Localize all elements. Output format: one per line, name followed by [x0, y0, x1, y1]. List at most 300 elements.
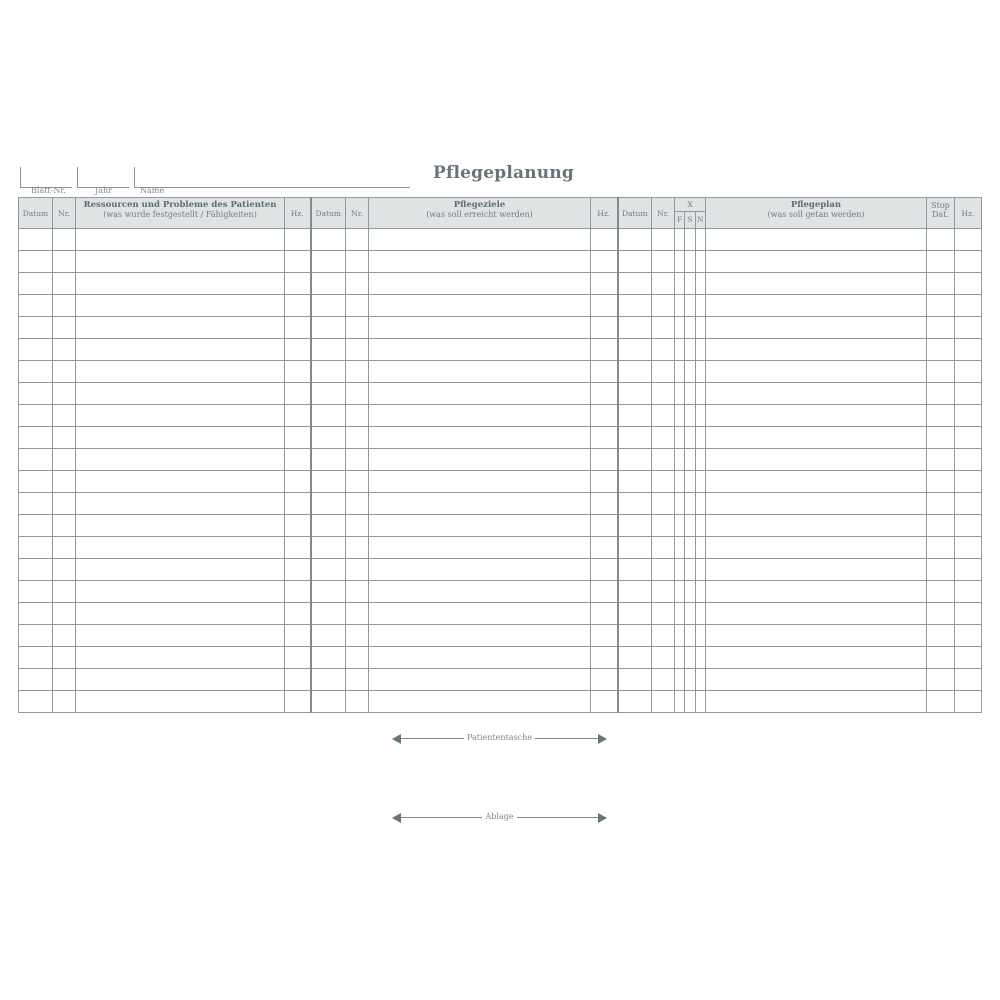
- cell-hz-1[interactable]: [285, 647, 311, 669]
- cell-pflegeziele[interactable]: [369, 471, 591, 493]
- cell-nr-1[interactable]: [53, 537, 76, 559]
- cell-nr-2[interactable]: [346, 295, 369, 317]
- cell-pflegeplan[interactable]: [706, 273, 927, 295]
- cell-hz-2[interactable]: [591, 603, 618, 625]
- cell-nr-1[interactable]: [53, 493, 76, 515]
- cell-hz-3[interactable]: [955, 449, 982, 471]
- cell-stop-dat[interactable]: [927, 559, 955, 581]
- jahr-field[interactable]: [77, 167, 129, 188]
- cell-datum-1[interactable]: [19, 449, 53, 471]
- cell-nr-2[interactable]: [346, 537, 369, 559]
- cell-datum-2[interactable]: [311, 449, 346, 471]
- cell-stop-dat[interactable]: [927, 493, 955, 515]
- cell-stop-dat[interactable]: [927, 361, 955, 383]
- cell-hz-2[interactable]: [591, 493, 618, 515]
- cell-hz-1[interactable]: [285, 339, 311, 361]
- cell-nr-2[interactable]: [346, 559, 369, 581]
- cell-pflegeplan[interactable]: [706, 691, 927, 713]
- cell-pflegeplan[interactable]: [706, 603, 927, 625]
- cell-ressourcen[interactable]: [76, 449, 285, 471]
- cell-datum-2[interactable]: [311, 405, 346, 427]
- cell-stop-dat[interactable]: [927, 581, 955, 603]
- cell-datum-1[interactable]: [19, 317, 53, 339]
- cell-ressourcen[interactable]: [76, 581, 285, 603]
- cell-hz-1[interactable]: [285, 493, 311, 515]
- cell-nr-1[interactable]: [53, 669, 76, 691]
- cell-hz-2[interactable]: [591, 559, 618, 581]
- cell-datum-1[interactable]: [19, 405, 53, 427]
- cell-fsn[interactable]: [675, 251, 706, 273]
- cell-hz-1[interactable]: [285, 229, 311, 251]
- cell-nr-2[interactable]: [346, 229, 369, 251]
- cell-hz-1[interactable]: [285, 273, 311, 295]
- cell-nr-2[interactable]: [346, 405, 369, 427]
- cell-fsn[interactable]: [675, 405, 706, 427]
- cell-nr-3[interactable]: [652, 229, 675, 251]
- cell-pflegeplan[interactable]: [706, 361, 927, 383]
- cell-nr-2[interactable]: [346, 515, 369, 537]
- cell-ressourcen[interactable]: [76, 339, 285, 361]
- cell-stop-dat[interactable]: [927, 647, 955, 669]
- cell-hz-2[interactable]: [591, 647, 618, 669]
- cell-hz-3[interactable]: [955, 383, 982, 405]
- cell-ressourcen[interactable]: [76, 493, 285, 515]
- cell-datum-1[interactable]: [19, 383, 53, 405]
- cell-datum-2[interactable]: [311, 647, 346, 669]
- cell-pflegeziele[interactable]: [369, 669, 591, 691]
- cell-datum-3[interactable]: [618, 669, 652, 691]
- cell-stop-dat[interactable]: [927, 317, 955, 339]
- cell-hz-2[interactable]: [591, 427, 618, 449]
- cell-nr-3[interactable]: [652, 339, 675, 361]
- cell-hz-3[interactable]: [955, 317, 982, 339]
- cell-nr-2[interactable]: [346, 339, 369, 361]
- cell-datum-1[interactable]: [19, 339, 53, 361]
- cell-hz-3[interactable]: [955, 559, 982, 581]
- cell-hz-1[interactable]: [285, 559, 311, 581]
- cell-datum-3[interactable]: [618, 493, 652, 515]
- cell-nr-1[interactable]: [53, 295, 76, 317]
- cell-nr-3[interactable]: [652, 295, 675, 317]
- cell-datum-1[interactable]: [19, 647, 53, 669]
- cell-datum-3[interactable]: [618, 317, 652, 339]
- cell-pflegeziele[interactable]: [369, 339, 591, 361]
- cell-fsn[interactable]: [675, 537, 706, 559]
- cell-nr-1[interactable]: [53, 515, 76, 537]
- cell-datum-2[interactable]: [311, 471, 346, 493]
- cell-nr-3[interactable]: [652, 273, 675, 295]
- cell-nr-2[interactable]: [346, 427, 369, 449]
- cell-hz-3[interactable]: [955, 603, 982, 625]
- cell-pflegeplan[interactable]: [706, 449, 927, 471]
- cell-stop-dat[interactable]: [927, 537, 955, 559]
- cell-hz-2[interactable]: [591, 625, 618, 647]
- cell-stop-dat[interactable]: [927, 383, 955, 405]
- cell-datum-3[interactable]: [618, 229, 652, 251]
- cell-fsn[interactable]: [675, 603, 706, 625]
- cell-ressourcen[interactable]: [76, 603, 285, 625]
- cell-datum-3[interactable]: [618, 471, 652, 493]
- cell-datum-3[interactable]: [618, 361, 652, 383]
- cell-fsn[interactable]: [675, 493, 706, 515]
- cell-datum-2[interactable]: [311, 581, 346, 603]
- cell-hz-3[interactable]: [955, 295, 982, 317]
- cell-ressourcen[interactable]: [76, 229, 285, 251]
- cell-hz-2[interactable]: [591, 273, 618, 295]
- cell-hz-3[interactable]: [955, 339, 982, 361]
- cell-datum-3[interactable]: [618, 273, 652, 295]
- cell-fsn[interactable]: [675, 625, 706, 647]
- cell-nr-1[interactable]: [53, 405, 76, 427]
- cell-pflegeplan[interactable]: [706, 295, 927, 317]
- cell-hz-2[interactable]: [591, 295, 618, 317]
- cell-datum-3[interactable]: [618, 647, 652, 669]
- cell-datum-1[interactable]: [19, 603, 53, 625]
- cell-datum-3[interactable]: [618, 339, 652, 361]
- cell-hz-1[interactable]: [285, 625, 311, 647]
- cell-nr-3[interactable]: [652, 647, 675, 669]
- cell-nr-3[interactable]: [652, 427, 675, 449]
- cell-fsn[interactable]: [675, 361, 706, 383]
- cell-hz-1[interactable]: [285, 669, 311, 691]
- cell-pflegeplan[interactable]: [706, 625, 927, 647]
- cell-datum-1[interactable]: [19, 537, 53, 559]
- cell-datum-2[interactable]: [311, 427, 346, 449]
- cell-datum-1[interactable]: [19, 229, 53, 251]
- cell-datum-2[interactable]: [311, 229, 346, 251]
- cell-ressourcen[interactable]: [76, 251, 285, 273]
- cell-stop-dat[interactable]: [927, 515, 955, 537]
- cell-datum-2[interactable]: [311, 295, 346, 317]
- cell-hz-1[interactable]: [285, 515, 311, 537]
- cell-nr-1[interactable]: [53, 251, 76, 273]
- cell-ressourcen[interactable]: [76, 669, 285, 691]
- cell-pflegeziele[interactable]: [369, 537, 591, 559]
- cell-datum-2[interactable]: [311, 383, 346, 405]
- cell-hz-2[interactable]: [591, 537, 618, 559]
- cell-pflegeplan[interactable]: [706, 559, 927, 581]
- cell-datum-3[interactable]: [618, 537, 652, 559]
- cell-hz-2[interactable]: [591, 361, 618, 383]
- cell-nr-1[interactable]: [53, 339, 76, 361]
- cell-hz-1[interactable]: [285, 383, 311, 405]
- cell-hz-3[interactable]: [955, 691, 982, 713]
- cell-ressourcen[interactable]: [76, 383, 285, 405]
- cell-pflegeziele[interactable]: [369, 427, 591, 449]
- cell-nr-2[interactable]: [346, 383, 369, 405]
- cell-datum-3[interactable]: [618, 449, 652, 471]
- cell-nr-1[interactable]: [53, 273, 76, 295]
- cell-stop-dat[interactable]: [927, 427, 955, 449]
- cell-nr-1[interactable]: [53, 229, 76, 251]
- cell-stop-dat[interactable]: [927, 449, 955, 471]
- cell-nr-3[interactable]: [652, 493, 675, 515]
- cell-hz-2[interactable]: [591, 251, 618, 273]
- cell-hz-3[interactable]: [955, 581, 982, 603]
- cell-datum-1[interactable]: [19, 361, 53, 383]
- cell-nr-3[interactable]: [652, 625, 675, 647]
- cell-nr-1[interactable]: [53, 625, 76, 647]
- cell-nr-3[interactable]: [652, 603, 675, 625]
- cell-fsn[interactable]: [675, 471, 706, 493]
- cell-nr-1[interactable]: [53, 691, 76, 713]
- cell-hz-3[interactable]: [955, 515, 982, 537]
- cell-nr-1[interactable]: [53, 383, 76, 405]
- cell-nr-1[interactable]: [53, 647, 76, 669]
- cell-pflegeplan[interactable]: [706, 537, 927, 559]
- cell-datum-1[interactable]: [19, 273, 53, 295]
- cell-hz-1[interactable]: [285, 251, 311, 273]
- cell-hz-3[interactable]: [955, 625, 982, 647]
- cell-hz-2[interactable]: [591, 581, 618, 603]
- cell-datum-2[interactable]: [311, 515, 346, 537]
- cell-pflegeplan[interactable]: [706, 317, 927, 339]
- cell-pflegeplan[interactable]: [706, 383, 927, 405]
- cell-hz-1[interactable]: [285, 427, 311, 449]
- cell-ressourcen[interactable]: [76, 691, 285, 713]
- cell-fsn[interactable]: [675, 647, 706, 669]
- cell-nr-3[interactable]: [652, 383, 675, 405]
- cell-ressourcen[interactable]: [76, 361, 285, 383]
- cell-hz-1[interactable]: [285, 537, 311, 559]
- cell-ressourcen[interactable]: [76, 427, 285, 449]
- cell-ressourcen[interactable]: [76, 559, 285, 581]
- cell-nr-2[interactable]: [346, 317, 369, 339]
- cell-nr-1[interactable]: [53, 559, 76, 581]
- cell-stop-dat[interactable]: [927, 669, 955, 691]
- cell-datum-3[interactable]: [618, 383, 652, 405]
- cell-nr-1[interactable]: [53, 449, 76, 471]
- cell-stop-dat[interactable]: [927, 339, 955, 361]
- cell-fsn[interactable]: [675, 229, 706, 251]
- cell-nr-3[interactable]: [652, 251, 675, 273]
- cell-fsn[interactable]: [675, 581, 706, 603]
- name-field[interactable]: [134, 167, 410, 188]
- cell-pflegeziele[interactable]: [369, 603, 591, 625]
- cell-fsn[interactable]: [675, 559, 706, 581]
- cell-nr-1[interactable]: [53, 361, 76, 383]
- cell-hz-1[interactable]: [285, 449, 311, 471]
- cell-pflegeplan[interactable]: [706, 251, 927, 273]
- cell-datum-1[interactable]: [19, 691, 53, 713]
- cell-hz-1[interactable]: [285, 405, 311, 427]
- cell-stop-dat[interactable]: [927, 405, 955, 427]
- cell-nr-2[interactable]: [346, 691, 369, 713]
- cell-datum-2[interactable]: [311, 669, 346, 691]
- cell-datum-1[interactable]: [19, 295, 53, 317]
- cell-fsn[interactable]: [675, 273, 706, 295]
- cell-datum-3[interactable]: [618, 405, 652, 427]
- cell-ressourcen[interactable]: [76, 537, 285, 559]
- cell-datum-3[interactable]: [618, 251, 652, 273]
- cell-datum-3[interactable]: [618, 295, 652, 317]
- cell-nr-3[interactable]: [652, 361, 675, 383]
- cell-hz-1[interactable]: [285, 295, 311, 317]
- cell-hz-1[interactable]: [285, 603, 311, 625]
- cell-fsn[interactable]: [675, 295, 706, 317]
- cell-hz-1[interactable]: [285, 361, 311, 383]
- cell-pflegeziele[interactable]: [369, 625, 591, 647]
- cell-nr-3[interactable]: [652, 317, 675, 339]
- cell-pflegeziele[interactable]: [369, 449, 591, 471]
- cell-fsn[interactable]: [675, 691, 706, 713]
- cell-hz-2[interactable]: [591, 383, 618, 405]
- cell-datum-2[interactable]: [311, 603, 346, 625]
- cell-stop-dat[interactable]: [927, 251, 955, 273]
- cell-pflegeplan[interactable]: [706, 669, 927, 691]
- cell-datum-2[interactable]: [311, 273, 346, 295]
- cell-pflegeplan[interactable]: [706, 427, 927, 449]
- cell-hz-3[interactable]: [955, 471, 982, 493]
- cell-stop-dat[interactable]: [927, 273, 955, 295]
- cell-datum-2[interactable]: [311, 537, 346, 559]
- cell-pflegeplan[interactable]: [706, 405, 927, 427]
- cell-pflegeplan[interactable]: [706, 339, 927, 361]
- cell-datum-3[interactable]: [618, 603, 652, 625]
- cell-hz-3[interactable]: [955, 251, 982, 273]
- cell-nr-1[interactable]: [53, 581, 76, 603]
- cell-nr-3[interactable]: [652, 559, 675, 581]
- cell-hz-3[interactable]: [955, 647, 982, 669]
- cell-nr-3[interactable]: [652, 405, 675, 427]
- cell-datum-3[interactable]: [618, 559, 652, 581]
- cell-pflegeplan[interactable]: [706, 515, 927, 537]
- cell-pflegeplan[interactable]: [706, 493, 927, 515]
- cell-datum-1[interactable]: [19, 493, 53, 515]
- cell-fsn[interactable]: [675, 383, 706, 405]
- cell-hz-3[interactable]: [955, 537, 982, 559]
- blatt-nr-field[interactable]: [20, 167, 72, 188]
- cell-nr-3[interactable]: [652, 537, 675, 559]
- cell-datum-2[interactable]: [311, 361, 346, 383]
- cell-hz-2[interactable]: [591, 449, 618, 471]
- cell-pflegeziele[interactable]: [369, 691, 591, 713]
- cell-pflegeziele[interactable]: [369, 581, 591, 603]
- cell-ressourcen[interactable]: [76, 471, 285, 493]
- cell-hz-2[interactable]: [591, 515, 618, 537]
- cell-nr-2[interactable]: [346, 625, 369, 647]
- cell-nr-1[interactable]: [53, 471, 76, 493]
- cell-pflegeziele[interactable]: [369, 559, 591, 581]
- cell-nr-3[interactable]: [652, 691, 675, 713]
- cell-pflegeziele[interactable]: [369, 229, 591, 251]
- cell-datum-2[interactable]: [311, 339, 346, 361]
- cell-hz-3[interactable]: [955, 273, 982, 295]
- cell-nr-2[interactable]: [346, 471, 369, 493]
- cell-ressourcen[interactable]: [76, 647, 285, 669]
- cell-hz-1[interactable]: [285, 581, 311, 603]
- cell-datum-2[interactable]: [311, 625, 346, 647]
- cell-stop-dat[interactable]: [927, 625, 955, 647]
- cell-nr-3[interactable]: [652, 449, 675, 471]
- cell-fsn[interactable]: [675, 427, 706, 449]
- cell-pflegeplan[interactable]: [706, 471, 927, 493]
- cell-nr-2[interactable]: [346, 493, 369, 515]
- cell-ressourcen[interactable]: [76, 515, 285, 537]
- cell-fsn[interactable]: [675, 515, 706, 537]
- cell-pflegeplan[interactable]: [706, 581, 927, 603]
- cell-nr-2[interactable]: [346, 669, 369, 691]
- cell-hz-2[interactable]: [591, 339, 618, 361]
- cell-stop-dat[interactable]: [927, 471, 955, 493]
- cell-hz-2[interactable]: [591, 691, 618, 713]
- cell-nr-1[interactable]: [53, 427, 76, 449]
- cell-pflegeziele[interactable]: [369, 515, 591, 537]
- cell-ressourcen[interactable]: [76, 273, 285, 295]
- cell-hz-3[interactable]: [955, 361, 982, 383]
- cell-datum-2[interactable]: [311, 691, 346, 713]
- cell-stop-dat[interactable]: [927, 691, 955, 713]
- cell-datum-1[interactable]: [19, 581, 53, 603]
- cell-nr-1[interactable]: [53, 317, 76, 339]
- cell-datum-2[interactable]: [311, 251, 346, 273]
- cell-nr-2[interactable]: [346, 581, 369, 603]
- cell-hz-3[interactable]: [955, 229, 982, 251]
- cell-stop-dat[interactable]: [927, 603, 955, 625]
- cell-datum-1[interactable]: [19, 559, 53, 581]
- cell-datum-3[interactable]: [618, 691, 652, 713]
- cell-datum-1[interactable]: [19, 625, 53, 647]
- cell-hz-2[interactable]: [591, 405, 618, 427]
- cell-nr-2[interactable]: [346, 603, 369, 625]
- cell-datum-1[interactable]: [19, 669, 53, 691]
- cell-nr-2[interactable]: [346, 449, 369, 471]
- cell-pflegeziele[interactable]: [369, 361, 591, 383]
- cell-hz-2[interactable]: [591, 669, 618, 691]
- cell-datum-3[interactable]: [618, 427, 652, 449]
- cell-fsn[interactable]: [675, 317, 706, 339]
- cell-nr-2[interactable]: [346, 647, 369, 669]
- cell-hz-3[interactable]: [955, 493, 982, 515]
- cell-datum-2[interactable]: [311, 493, 346, 515]
- cell-datum-3[interactable]: [618, 581, 652, 603]
- cell-fsn[interactable]: [675, 339, 706, 361]
- cell-datum-3[interactable]: [618, 625, 652, 647]
- cell-pflegeziele[interactable]: [369, 405, 591, 427]
- cell-hz-3[interactable]: [955, 669, 982, 691]
- cell-nr-3[interactable]: [652, 581, 675, 603]
- cell-ressourcen[interactable]: [76, 295, 285, 317]
- cell-hz-1[interactable]: [285, 691, 311, 713]
- cell-hz-3[interactable]: [955, 405, 982, 427]
- cell-pflegeziele[interactable]: [369, 317, 591, 339]
- cell-datum-1[interactable]: [19, 427, 53, 449]
- cell-nr-1[interactable]: [53, 603, 76, 625]
- cell-nr-2[interactable]: [346, 273, 369, 295]
- cell-datum-2[interactable]: [311, 559, 346, 581]
- cell-pflegeziele[interactable]: [369, 647, 591, 669]
- cell-hz-2[interactable]: [591, 229, 618, 251]
- cell-nr-3[interactable]: [652, 471, 675, 493]
- cell-hz-2[interactable]: [591, 471, 618, 493]
- cell-pflegeziele[interactable]: [369, 273, 591, 295]
- cell-ressourcen[interactable]: [76, 317, 285, 339]
- cell-nr-2[interactable]: [346, 251, 369, 273]
- cell-datum-2[interactable]: [311, 317, 346, 339]
- cell-stop-dat[interactable]: [927, 229, 955, 251]
- cell-nr-3[interactable]: [652, 669, 675, 691]
- cell-pflegeplan[interactable]: [706, 229, 927, 251]
- cell-fsn[interactable]: [675, 449, 706, 471]
- cell-nr-2[interactable]: [346, 361, 369, 383]
- cell-hz-3[interactable]: [955, 427, 982, 449]
- cell-datum-1[interactable]: [19, 251, 53, 273]
- cell-ressourcen[interactable]: [76, 405, 285, 427]
- cell-pflegeplan[interactable]: [706, 647, 927, 669]
- cell-hz-1[interactable]: [285, 317, 311, 339]
- cell-ressourcen[interactable]: [76, 625, 285, 647]
- cell-nr-3[interactable]: [652, 515, 675, 537]
